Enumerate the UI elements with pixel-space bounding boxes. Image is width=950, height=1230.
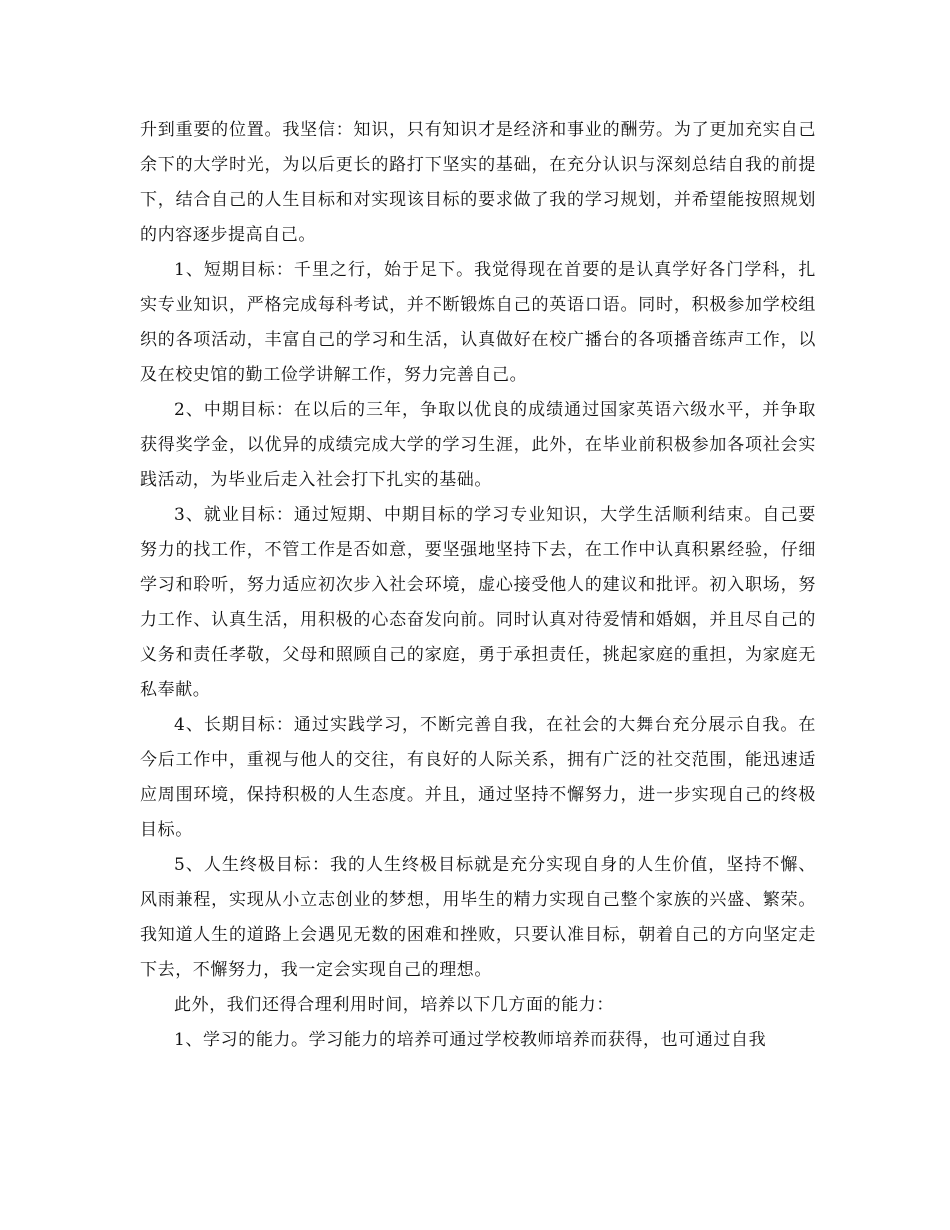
- paragraph-mid-term-goal: 2、中期目标：在以后的三年，争取以优良的成绩通过国家英语六级水平，并争取获得奖学金，以优异的成绩完成大学的学习生涯，此外，在毕业前积极参加各项社会实践活动，为毕业后走入社会打下扎实的基础。: [140, 400, 816, 490]
- paragraph-ultimate-goal: 5、人生终极目标：我的人生终极目标就是充分实现自身的人生价值，坚持不懈、风雨兼程，实现从小立志创业的梦想，用毕生的精力实现自己整个家族的兴盛、繁荣。我知道人生的道路上会遇见无数的困难和挫败，只要认准目标，朝着自己的方向坚定走下去，不懈努力，我一定会实现自己的理想。: [140, 855, 816, 980]
- paragraph-short-term-goal: 1、短期目标：千里之行，始于足下。我觉得现在首要的是认真学好各门学科，扎实专业知识，严格完成每科考试，并不断锻炼自己的英语口语。同时，积极参加学校组织的各项活动，丰富自己的学习和生活，认真做好在校广播台的各项播音练声工作，以及在校史馆的勤工俭学讲解工作，努力完善自己。: [140, 260, 816, 385]
- paragraph-learning-ability: 1、学习的能力。学习能力的培养可通过学校教师培养而获得，也可通过自我: [174, 1030, 767, 1050]
- paragraph-employment-goal: 3、就业目标：通过短期、中期目标的学习专业知识，大学生活顺利结束。自己要努力的找工作，不管工作是否如意，要坚强地坚持下去，在工作中认真积累经验，仔细学习和聆听，努力适应初次步入社会环境，虚心接受他人的建议和批评。初入职场，努力工作、认真生活，用积极的心态奋发向前。同时认真对待爱情和婚姻，并且尽自己的义务和责任孝敬，父母和照顾自己的家庭，勇于承担责任，挑起家庭的重担，为家庭无私奉献。: [140, 505, 816, 700]
- paragraph-long-term-goal: 4、长期目标：通过实践学习，不断完善自我，在社会的大舞台充分展示自我。在今后工作中，重视与他人的交往，有良好的人际关系，拥有广泛的社交范围，能迅速适应周围环境，保持积极的人生态度。并且，通过坚持不懈努力，进一步实现自己的终极目标。: [140, 715, 816, 840]
- paragraph-intro-continuation: 升到重要的位置。我坚信：知识，只有知识才是经济和事业的酬劳。为了更加充实自己余下的大学时光，为以后更长的路打下坚实的基础，在充分认识与深刻总结自我的前提下，结合自己的人生目标和对实现该目标的要求做了我的学习规划，并希望能按照规划的内容逐步提高自己。: [140, 120, 816, 245]
- paragraph-abilities-intro: 此外，我们还得合理利用时间，培养以下几方面的能力：: [174, 995, 614, 1015]
- document-body: [140, 113, 816, 1058]
